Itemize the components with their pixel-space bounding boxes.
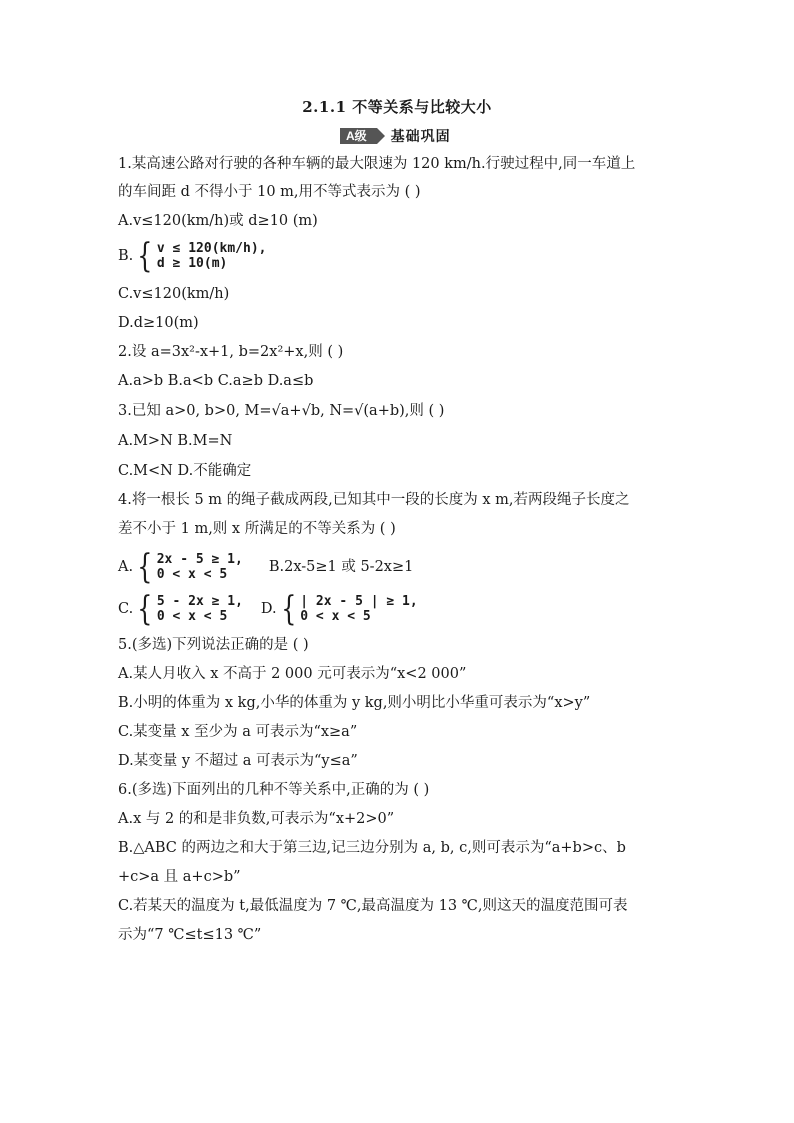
q6-stem: 6.(多选)下面列出的几种不等关系中,正确的为 ( ) bbox=[118, 782, 430, 798]
level-header bbox=[340, 127, 451, 145]
q1-option-d: D.d≥10(m) bbox=[118, 315, 199, 331]
q3-stem: 3.已知 a>0, b>0, M=√a+√b, N=√(a+b),则 ( ) bbox=[118, 403, 445, 419]
q2-stem: 2.设 a=3x²-x+1, b=2x²+x,则 ( ) bbox=[118, 344, 344, 360]
q1-option-b bbox=[118, 236, 267, 276]
q1-option-b-row2: d ≥ 10(m) bbox=[156, 256, 228, 271]
left-brace-icon: { bbox=[137, 589, 153, 629]
q3-options-ab: A.M>N B.M=N bbox=[118, 433, 233, 449]
q1-option-b-prefix: B. bbox=[118, 248, 134, 264]
q5-stem: 5.(多选)下列说法正确的是 ( ) bbox=[118, 637, 309, 653]
q6-option-a: A.x 与 2 的和是非负数,可表示为“x+2>0” bbox=[118, 811, 395, 827]
q6-option-c-line1: C.若某天的温度为 t,最低温度为 7 ℃,最高温度为 13 ℃,则这天的温度范围可表 bbox=[118, 898, 628, 914]
q5-option-c: C.某变量 x 至少为 a 可表示为“x≥a” bbox=[118, 724, 358, 740]
q4-options-ab bbox=[118, 547, 414, 587]
q4-option-c-system bbox=[133, 589, 243, 629]
q4-option-a-system bbox=[133, 547, 243, 587]
q1-option-c: C.v≤120(km/h) bbox=[118, 286, 230, 302]
q4-option-c-row1: 5 - 2x ≥ 1, bbox=[156, 594, 243, 609]
q6-option-b-line1: B.△ABC 的两边之和大于第三边,记三边分别为 a, b, c,则可表示为“a+b>c、b bbox=[118, 840, 626, 856]
q1-stem-line1: 1.某高速公路对行驶的各种车辆的最大限速为 120 km/h.行驶过程中,同一车道上 bbox=[118, 156, 636, 172]
q4-option-c-row2: 0 < x < 5 bbox=[156, 609, 228, 624]
q1-option-b-system bbox=[133, 236, 267, 276]
level-badge: A级 bbox=[340, 128, 377, 144]
q4-option-a-prefix: A. bbox=[118, 559, 134, 575]
q2-options: A.a>b B.a<b C.a≥b D.a≤b bbox=[118, 373, 314, 389]
left-brace-icon: { bbox=[280, 589, 297, 629]
q4-option-d-system bbox=[277, 589, 418, 629]
q4-option-b: B.2x-5≥1 或 5-2x≥1 bbox=[268, 559, 414, 575]
left-brace-icon: { bbox=[137, 236, 153, 276]
q1-stem-line2: 的车间距 d 不得小于 10 m,用不等式表示为 ( ) bbox=[118, 184, 421, 200]
level-label: 基础巩固 bbox=[390, 129, 451, 145]
q4-option-d-row2: 0 < x < 5 bbox=[300, 609, 371, 624]
q1-option-b-row1: v ≤ 120(km/h), bbox=[156, 241, 267, 256]
q5-option-b: B.小明的体重为 x kg,小华的体重为 y kg,则小明比小华重可表示为“x>y” bbox=[118, 695, 591, 711]
q1-option-a: A.v≤120(km/h)或 d≥10 (m) bbox=[118, 213, 318, 229]
q5-option-a: A.某人月收入 x 不高于 2 000 元可表示为“x<2 000” bbox=[118, 666, 467, 682]
q4-options-cd bbox=[118, 589, 418, 629]
q4-option-a-row1: 2x - 5 ≥ 1, bbox=[156, 552, 243, 567]
q4-stem-line1: 4.将一根长 5 m 的绳子截成两段,已知其中一段的长度为 x m,若两段绳子长度之 bbox=[118, 492, 630, 508]
q4-option-d-row1: | 2x - 5 | ≥ 1, bbox=[300, 594, 418, 609]
left-brace-icon: { bbox=[137, 547, 153, 587]
q6-option-c-line2: 示为“7 ℃≤t≤13 ℃” bbox=[118, 927, 262, 943]
q6-option-b-line2: +c>a 且 a+c>b” bbox=[118, 869, 241, 885]
q4-option-c-prefix: C. bbox=[118, 601, 134, 617]
q4-option-a-row2: 0 < x < 5 bbox=[156, 567, 228, 582]
q4-stem-line2: 差不小于 1 m,则 x 所满足的不等关系为 ( ) bbox=[118, 521, 396, 537]
q3-options-cd: C.M<N D.不能确定 bbox=[118, 463, 252, 479]
q5-option-d: D.某变量 y 不超过 a 可表示为“y≤a” bbox=[118, 753, 358, 769]
q4-option-d-prefix: D. bbox=[260, 601, 277, 617]
page-title: 2.1.1 不等关系与比较大小 bbox=[302, 98, 492, 116]
